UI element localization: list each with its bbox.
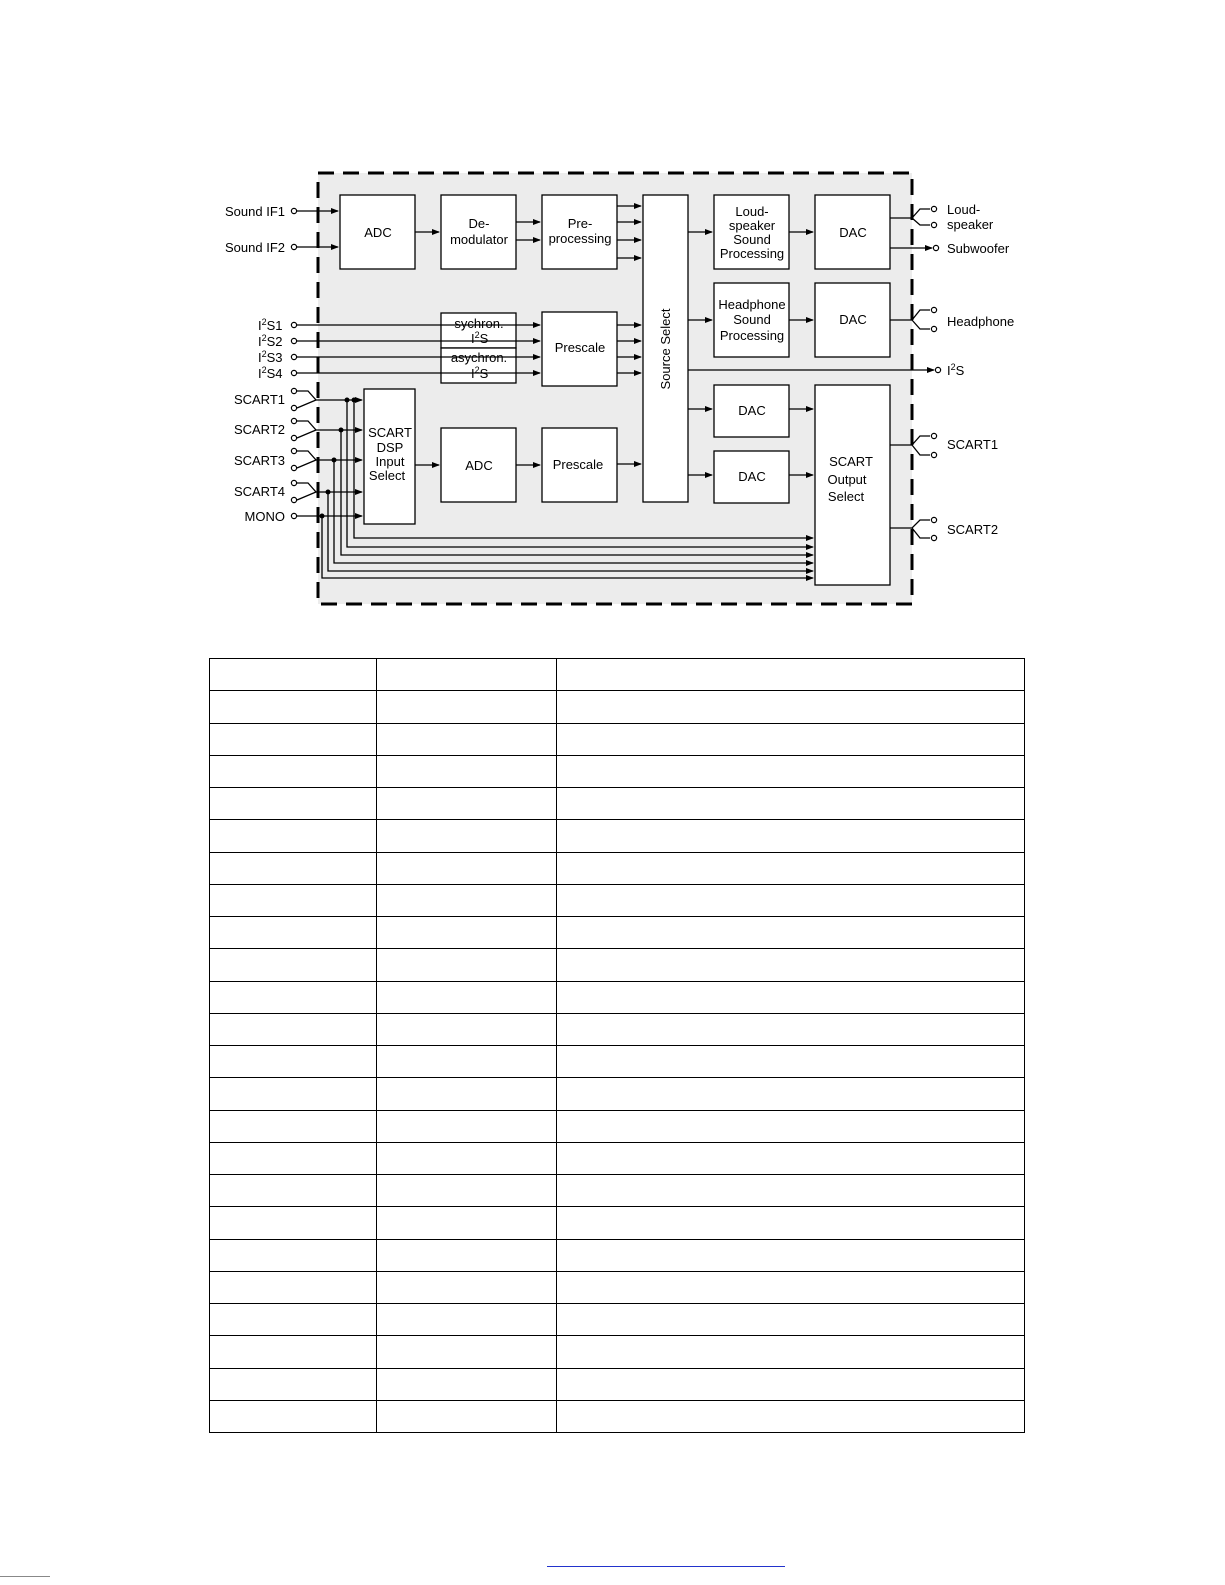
table-cell [557, 1207, 1025, 1239]
table-cell [557, 820, 1025, 852]
table-row [210, 1239, 1025, 1271]
table-row [210, 659, 1025, 691]
table-cell [557, 788, 1025, 820]
i2s-output-label: $I^2S$ [947, 362, 965, 378]
table-cell [557, 1175, 1025, 1207]
headphone-processing-block [714, 283, 789, 357]
table-cell [557, 755, 1025, 787]
table-row [210, 852, 1025, 884]
table-cell [210, 723, 377, 755]
svg-text:De-: De- [468, 216, 490, 231]
dac-headphone-block [815, 283, 890, 357]
dac-loudspeaker-block [815, 195, 890, 269]
table-cell [210, 1175, 377, 1207]
table-row [210, 917, 1025, 949]
svg-text:sychron.: sychron. [454, 316, 504, 331]
table-cell [210, 1078, 377, 1110]
table-cell [210, 1304, 377, 1336]
table-row [210, 1400, 1025, 1432]
table-cell [210, 1142, 377, 1174]
table-cell [557, 1078, 1025, 1110]
table-cell [210, 755, 377, 787]
svg-text:Headphone: Headphone [718, 297, 786, 312]
i2s2-label: $I^2S2$ [258, 333, 283, 349]
svg-text:I2S: $I^2S$ [471, 365, 489, 381]
svg-text:ADC: ADC [364, 225, 392, 240]
table-cell [557, 1110, 1025, 1142]
table-cell [377, 1271, 557, 1303]
table-cell [377, 917, 557, 949]
table-cell [557, 1368, 1025, 1400]
table-cell [557, 691, 1025, 723]
svg-text:Sound: Sound [733, 312, 771, 327]
prescale-scart-block [542, 428, 617, 502]
svg-text:I2S: $I^2S$ [471, 330, 489, 346]
headphone-output-label: Headphone [947, 314, 1015, 329]
svg-text:Processing: Processing [719, 246, 785, 261]
input-labels [225, 204, 285, 524]
svg-text:Prescale: Prescale [552, 457, 604, 472]
table-cell [210, 981, 377, 1013]
table-cell [210, 659, 377, 691]
svg-text:ADC: ADC [465, 458, 493, 473]
scart4-input-label: SCART4 [233, 484, 285, 499]
table-cell [210, 820, 377, 852]
table-cell [210, 852, 377, 884]
prescale-i2s-block [542, 312, 617, 386]
pin-table [209, 658, 1025, 1433]
table-cell [377, 788, 557, 820]
mono-input-label: MONO [244, 509, 285, 524]
table-row [210, 788, 1025, 820]
svg-text:DAC: DAC [738, 469, 766, 484]
svg-text:Loud-: Loud- [735, 204, 769, 219]
table-cell [557, 917, 1025, 949]
table-cell [557, 1239, 1025, 1271]
svg-text:Prescale: Prescale [554, 340, 606, 355]
table-row [210, 723, 1025, 755]
table-cell [377, 1239, 557, 1271]
table-cell [377, 1368, 557, 1400]
table-cell [557, 1046, 1025, 1078]
scart-dsp-input-select-block [364, 389, 415, 524]
svg-text:speaker: speaker [947, 217, 994, 232]
svg-text:speaker: speaker [728, 218, 776, 233]
table-cell [557, 1336, 1025, 1368]
source-select-block [643, 195, 688, 502]
svg-text:Pre-: Pre- [567, 216, 593, 231]
demodulator-block [441, 195, 516, 269]
table-cell [377, 1207, 557, 1239]
table-cell [377, 1336, 557, 1368]
table-cell [377, 820, 557, 852]
footer-link-underline[interactable] [547, 1566, 785, 1567]
table-cell [377, 755, 557, 787]
table-row [210, 755, 1025, 787]
table-row [210, 1142, 1025, 1174]
table-row [210, 820, 1025, 852]
svg-text:Processing: Processing [719, 328, 785, 343]
svg-text:Output: Output [827, 472, 867, 487]
svg-text:SCART: SCART [368, 425, 412, 440]
table-cell [210, 949, 377, 981]
table-cell [557, 852, 1025, 884]
adc-top-block [340, 195, 415, 269]
dac-scart-a-block [714, 385, 789, 437]
svg-text:SCART: SCART [829, 454, 873, 469]
table-cell [377, 691, 557, 723]
table-cell [210, 917, 377, 949]
table-cell [210, 1046, 377, 1078]
preprocessing-block [542, 195, 617, 269]
scart-output-select-block [815, 385, 890, 585]
sound-if1-label: Sound IF1 [225, 204, 285, 219]
sound-if2-label: Sound IF2 [225, 240, 285, 255]
table-row [210, 884, 1025, 916]
svg-text:asychron.: asychron. [450, 350, 508, 365]
svg-text:DAC: DAC [839, 225, 867, 240]
table-cell [377, 723, 557, 755]
scart3-input-label: SCART3 [233, 453, 285, 468]
table-cell [557, 884, 1025, 916]
table-row [210, 1046, 1025, 1078]
table-cell [210, 1271, 377, 1303]
i2s1-label: $I^2S1$ [258, 317, 283, 333]
block-diagram [0, 0, 1225, 650]
table-cell [377, 1304, 557, 1336]
sync-i2s-block [441, 313, 516, 348]
loudspeaker-processing-block [714, 195, 789, 269]
table-row [210, 1110, 1025, 1142]
table-cell [377, 884, 557, 916]
svg-text:Select: Select [368, 468, 406, 483]
svg-text:DSP: DSP [376, 440, 404, 455]
scart1-input-label: SCART1 [233, 392, 285, 407]
table-cell [377, 981, 557, 1013]
table-cell [557, 1142, 1025, 1174]
table-cell [210, 884, 377, 916]
scart2-output-label: SCART2 [947, 522, 999, 537]
table-cell [210, 1013, 377, 1045]
svg-text:Source Select: Source Select [658, 308, 673, 390]
table-row [210, 691, 1025, 723]
table-cell [377, 1175, 557, 1207]
table-row [210, 1013, 1025, 1045]
table-row [210, 1304, 1025, 1336]
dac-scart-b-block [714, 451, 789, 503]
table-cell [377, 1110, 557, 1142]
table-row [210, 1368, 1025, 1400]
table-cell [210, 1400, 377, 1432]
output-labels [947, 202, 1014, 537]
svg-text:Select: Select [827, 489, 865, 504]
table-cell [210, 788, 377, 820]
table-cell [210, 691, 377, 723]
table-cell [377, 1142, 557, 1174]
table-cell [557, 1271, 1025, 1303]
svg-text:modulator: modulator [450, 232, 508, 247]
table-cell [210, 1336, 377, 1368]
table-row [210, 1207, 1025, 1239]
table-row [210, 949, 1025, 981]
scart1-output-label: SCART1 [947, 437, 999, 452]
adc-bottom-block [441, 428, 516, 502]
table-cell [557, 981, 1025, 1013]
svg-text:Input: Input [375, 454, 405, 469]
table-cell [557, 1013, 1025, 1045]
table-cell [210, 1368, 377, 1400]
table-cell [557, 659, 1025, 691]
table-cell [210, 1110, 377, 1142]
i2s3-label: $I^2S3$ [258, 349, 283, 365]
svg-text:Sound: Sound [733, 232, 771, 247]
svg-text:DAC: DAC [839, 312, 867, 327]
i2s4-label: $I^2S4$ [258, 365, 283, 381]
table-cell [377, 852, 557, 884]
subwoofer-output-label: Subwoofer [947, 241, 1010, 256]
table-cell [377, 1013, 557, 1045]
table-cell [377, 1046, 557, 1078]
page-corner-mark [0, 1576, 50, 1579]
table-cell [377, 1078, 557, 1110]
table-row [210, 1175, 1025, 1207]
table-cell [210, 1207, 377, 1239]
async-i2s-block [441, 348, 516, 383]
table-cell [557, 1304, 1025, 1336]
svg-text:DAC: DAC [738, 403, 766, 418]
svg-text:processing: processing [548, 231, 612, 246]
table-row [210, 1336, 1025, 1368]
loudspeaker-output-label: Loud- [947, 202, 981, 217]
table-cell [557, 949, 1025, 981]
table-cell [557, 1400, 1025, 1432]
table-cell [210, 1239, 377, 1271]
scart2-input-label: SCART2 [233, 422, 285, 437]
table-cell [377, 659, 557, 691]
table-row [210, 1078, 1025, 1110]
table-row [210, 981, 1025, 1013]
table-cell [377, 1400, 557, 1432]
table-cell [377, 949, 557, 981]
table-row [210, 1271, 1025, 1303]
table-cell [557, 723, 1025, 755]
